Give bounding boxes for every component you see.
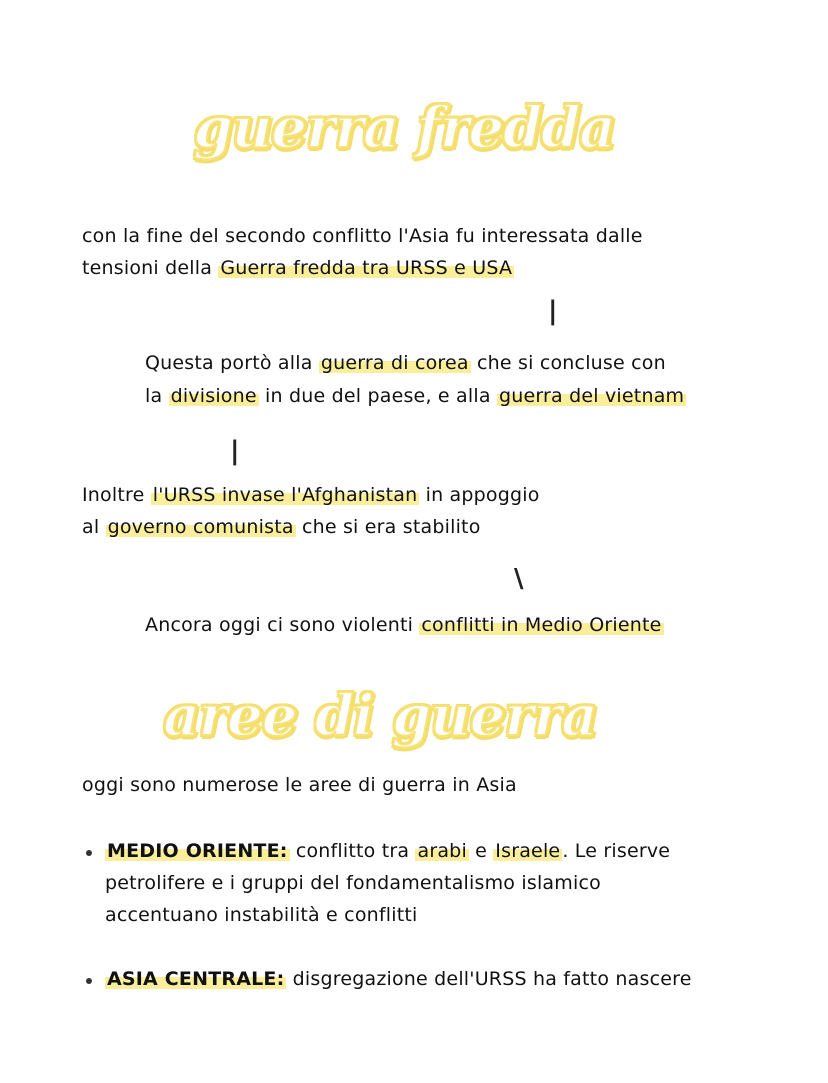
highlight-arabi: arabi xyxy=(417,840,467,862)
para2-line2-text-b: in due del paese, e alla xyxy=(258,385,497,407)
intro-aree-di-guerra: oggi sono numerose le aree di guerra in Asia xyxy=(82,774,517,796)
para1-line2-text: tensioni della xyxy=(82,257,219,279)
para1-line1: con la fine del secondo conflitto l'Asia fu interessata dalle xyxy=(82,225,643,247)
para3-line1 xyxy=(82,482,540,508)
connector-3: \ xyxy=(514,564,524,594)
bullet1-text-a: conflitto tra xyxy=(289,840,416,862)
connector-2: | xyxy=(230,436,240,466)
bullet1-line1 xyxy=(105,838,670,864)
highlight-guerra-fredda: Guerra fredda tra URSS e USA xyxy=(220,257,513,279)
para2-line2 xyxy=(145,383,686,409)
bullet1-text-c: . Le riserve xyxy=(562,840,671,862)
highlight-israele: Israele xyxy=(495,840,561,862)
bullet-dot-1 xyxy=(86,850,92,856)
para2-line2-text-a: la xyxy=(145,385,169,407)
para3-line2 xyxy=(82,514,481,540)
para2-line1-text-a: Questa portò alla xyxy=(145,352,319,374)
bullet1-text-b: e xyxy=(468,840,494,862)
bullet2-label-asia-centrale: ASIA CENTRALE: xyxy=(107,968,285,990)
title-aree-di-guerra: aree di guerra xyxy=(163,683,597,749)
para3-line2-text-a: al xyxy=(82,516,106,538)
bullet1-line2: petrolifere e i gruppi del fondamentalismo islamico xyxy=(105,872,601,894)
para2-line1 xyxy=(145,350,666,376)
bullet2-text: disgregazione dell'URSS ha fatto nascere xyxy=(286,968,692,990)
bullet2-line1 xyxy=(105,966,692,992)
highlight-urss-afghanistan: l'URSS invase l'Afghanistan xyxy=(152,484,418,506)
para3-line1-text-b: in appoggio xyxy=(419,484,540,506)
para4-text: Ancora oggi ci sono violenti xyxy=(145,614,420,636)
highlight-divisione: divisione xyxy=(170,385,257,407)
para3-line1-text-a: Inoltre xyxy=(82,484,151,506)
title-guerra-fredda: guerra fredda xyxy=(193,95,615,161)
highlight-conflitti-medio-oriente: conflitti in Medio Oriente xyxy=(421,614,662,636)
para4-line xyxy=(145,612,664,638)
highlight-governo-comunista: governo comunista xyxy=(107,516,294,538)
connector-1: | xyxy=(548,296,558,326)
highlight-guerra-del-vietnam: guerra del vietnam xyxy=(498,385,685,407)
para3-line2-text-b: che si era stabilito xyxy=(295,516,481,538)
bullet1-line3: accentuano instabilità e conflitti xyxy=(105,904,418,926)
bullet-dot-2 xyxy=(86,978,92,984)
para1-line2 xyxy=(82,255,514,281)
para2-line1-text-b: che si concluse con xyxy=(470,352,666,374)
bullet1-label-medio-oriente: MEDIO ORIENTE: xyxy=(107,840,288,862)
highlight-guerra-di-corea: guerra di corea xyxy=(320,352,469,374)
